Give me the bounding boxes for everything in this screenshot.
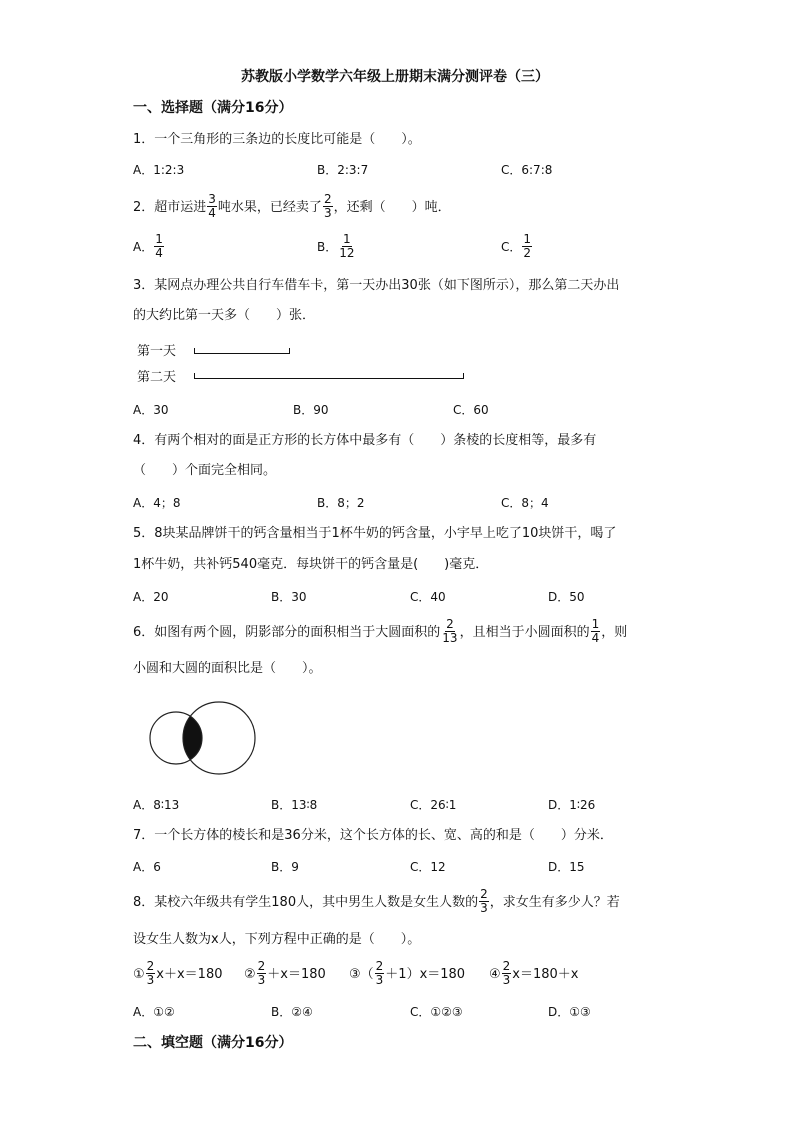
q2-fraction-1: $\frac{3}{4}$ [208,192,216,220]
question-4-line-1: 4．有两个相对的面是正方形的长方体中最多有（ ）条棱的长度相等，最多有 [133,433,597,448]
page-title: 苏教版小学数学六年级上册期末满分测评卷（三） [241,69,549,85]
q6-option-c[interactable]: C．26∶1 [410,798,457,812]
q2-text-post: ，还剩（ ）吨． [333,200,451,215]
q2-option-a[interactable]: A． $\frac{1}{4}$ [133,232,163,260]
section-heading-choice: 一、选择题（满分16分） [133,100,293,116]
segment-diagram [0,0,794,400]
q3-option-c[interactable]: C．60 [453,403,489,417]
q8-option-b[interactable]: B．②④ [271,1005,313,1019]
day2-label: 第二天 [137,370,177,385]
question-8-line-2: 设女生人数为x人，下列方程中正确的是（ ）。 [133,932,421,947]
q5-option-c[interactable]: C．40 [410,590,446,604]
q8-fraction: $\frac{2}{3}$ [480,887,488,915]
question-5-line-2: 1杯牛奶，共补钙540毫克．每块饼干的钙含量是( )毫克． [133,557,489,572]
q5-option-d[interactable]: D．50 [548,590,585,604]
question-3-line-2: 的大约比第一天多（ ）张． [133,308,316,323]
q2-option-b[interactable]: B． $\frac{1}{12}$ [317,232,355,260]
question-4-line-2: （ ）个面完全相同。 [133,463,277,478]
q6-option-b[interactable]: B．13∶8 [271,798,318,812]
equation-2: ② $\frac{2}{3}$ ＋x＝180 [244,959,326,987]
q3-option-b[interactable]: B．90 [293,403,329,417]
q1-option-c[interactable]: C．6:7:8 [501,163,553,177]
q7-option-d[interactable]: D．15 [548,860,585,874]
q6-option-a[interactable]: A．8∶13 [133,798,180,812]
day1-label: 第一天 [137,344,177,359]
day2-segment [195,373,464,379]
q2-text-pre: 2．超市运进 [133,200,207,215]
q5-option-a[interactable]: A．20 [133,590,169,604]
question-7: 7．一个长方体的棱长和是36分米，这个长方体的长、宽、高的和是（ ）分米． [133,828,613,843]
equation-1: ① $\frac{2}{3}$ x＋x＝180 [133,959,223,987]
q7-option-b[interactable]: B．9 [271,860,299,874]
section-heading-fill: 二、填空题（满分16分） [133,1035,293,1051]
question-3-line-1: 3．某网点办理公共自行车借车卡，第一天办出30张（如下图所示），那么第二天办出 [133,278,620,293]
q8-option-c[interactable]: C．①②③ [410,1005,463,1019]
q8-option-d[interactable]: D．①③ [548,1005,591,1019]
q4-option-c[interactable]: C．8；4 [501,496,549,510]
q7-option-a[interactable]: A．6 [133,860,161,874]
question-1: 1．一个三角形的三条边的长度比可能是（ ）。 [133,132,421,147]
q2-fraction-2: $\frac{2}{3}$ [323,192,332,220]
q4-option-b[interactable]: B．8；2 [317,496,365,510]
q8-option-a[interactable]: A．①② [133,1005,175,1019]
q6-fraction-1: $\frac{2}{13}$ [442,617,458,645]
q2-text-mid: 吨水果，已经卖了 [217,200,322,215]
q5-option-b[interactable]: B．30 [271,590,307,604]
day1-segment [195,348,290,354]
equation-4: ④ $\frac{2}{3}$ x＝180＋x [489,959,579,987]
question-5-line-1: 5．8块某品牌饼干的钙含量相当于1杯牛奶的钙含量，小宇早上吃了10块饼干，喝了 [133,526,617,541]
question-8-line-1: 8．某校六年级共有学生180人，其中男生人数是女生人数的 $\frac{2}{3}$ ，求女生有多少人？若 [133,887,620,915]
q3-option-a[interactable]: A．30 [133,403,169,417]
q1-option-a[interactable]: A．1:2:3 [133,163,185,177]
equation-3: ③（ $\frac{2}{3}$ ＋1）x＝180 [349,959,466,987]
q1-option-b[interactable]: B．2:3:7 [317,163,369,177]
question-6-line-1: 6．如图有两个圆，阴影部分的面积相当于大圆面积的 $\frac{2}{13}$ ，且相当于小圆面积的 $\frac{1}{4}$ ，则 [133,617,628,645]
q2-option-c[interactable]: C． $\frac{1}{2}$ [501,232,532,260]
q6-option-d[interactable]: D．1∶26 [548,798,596,812]
question-6-line-2: 小圆和大圆的面积比是（ ）。 [133,661,322,676]
q7-option-c[interactable]: C．12 [410,860,446,874]
q4-option-a[interactable]: A．4；8 [133,496,181,510]
two-circles-figure [140,695,270,785]
q6-fraction-2: $\frac{1}{4}$ [591,617,600,645]
